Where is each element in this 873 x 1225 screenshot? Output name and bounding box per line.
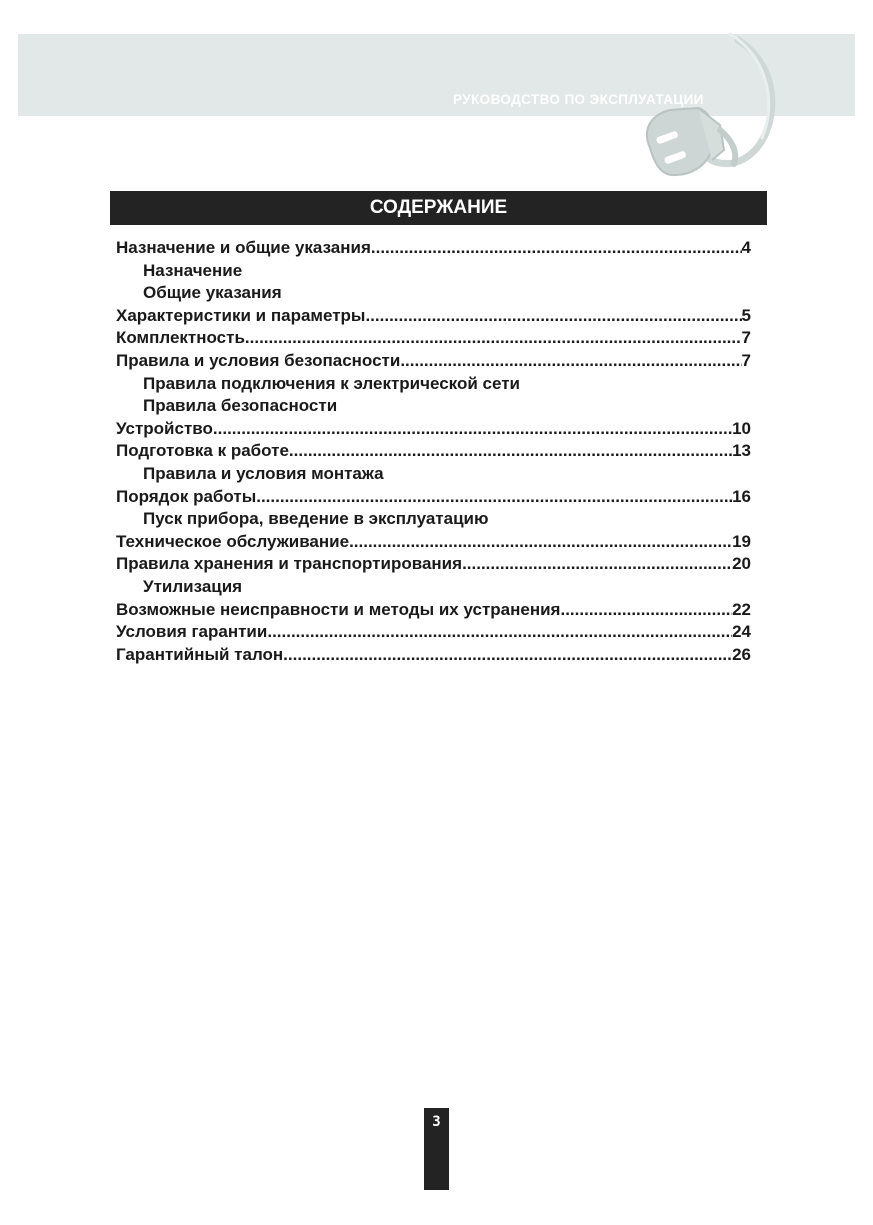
toc-entry-title: Утилизация: [143, 576, 243, 596]
toc-dot-leader: [256, 486, 732, 509]
toc-entry-title: Правила и условия монтажа: [143, 463, 384, 483]
toc-dot-leader: [349, 531, 732, 554]
toc-entry: [116, 350, 751, 373]
toc-entry-title: Назначение: [143, 260, 243, 280]
toc-page-number: 4: [741, 238, 751, 257]
toc-entry-title: Техническое обслуживание: [116, 531, 350, 551]
toc-entry: [116, 531, 751, 554]
toc-entry-title: Характеристики и параметры: [116, 305, 366, 325]
toc-entry: [116, 418, 751, 441]
table-of-contents: [116, 237, 751, 666]
toc-subentry: [116, 395, 751, 418]
toc-page-number: 20: [732, 554, 751, 574]
toc-entry-title: Возможные неисправности и методы их устранения: [116, 599, 561, 619]
toc-entry: [116, 599, 751, 622]
toc-dot-leader: [283, 644, 732, 667]
toc-entry-title: Назначение и общие указания: [116, 238, 371, 257]
toc-heading: СОДЕРЖАНИЕ: [110, 191, 767, 225]
toc-entry: [116, 644, 751, 667]
toc-entry-title: Порядок работы: [116, 486, 257, 506]
toc-entry-title: Правила подключения к электрической сети: [143, 373, 520, 393]
toc-dot-leader: [289, 440, 732, 463]
toc-entry-title: Пуск прибора, введение в эксплуатацию: [143, 509, 489, 529]
toc-subentry: [116, 463, 751, 486]
toc-entry-title: Гарантийный талон: [116, 644, 284, 664]
page-number: 3: [432, 1114, 441, 1130]
toc-entry-title: Устройство: [116, 418, 213, 438]
toc-entry-title: Правила и условия безопасности: [116, 350, 401, 370]
toc-dot-leader: [371, 237, 742, 260]
toc-subentry: [116, 576, 751, 599]
toc-page-number: 13: [732, 441, 751, 461]
toc-page-number: 16: [732, 486, 751, 506]
toc-entry: [116, 237, 751, 260]
toc-page-number: 24: [732, 622, 751, 642]
toc-subentry: [116, 260, 751, 283]
toc-page-number: 7: [741, 350, 751, 370]
toc-page-number: 10: [732, 418, 751, 438]
toc-entry-title: Комплектность: [116, 328, 245, 348]
toc-page-number: 7: [741, 328, 751, 348]
toc-entry: [116, 305, 751, 328]
toc-entry-title: Общие указания: [143, 283, 282, 303]
toc-entry-title: Правила безопасности: [143, 396, 338, 416]
toc-entry: [116, 621, 751, 644]
toc-dot-leader: [267, 621, 732, 644]
toc-page-number: 26: [732, 644, 751, 664]
toc-page-number: 5: [741, 305, 751, 325]
toc-page-number: 19: [732, 531, 751, 551]
toc-dot-leader: [213, 418, 732, 441]
toc-subentry: [116, 508, 751, 531]
toc-entry-title: Подготовка к работе: [116, 441, 289, 461]
toc-entry: [116, 440, 751, 463]
toc-entry: [116, 486, 751, 509]
toc-dot-leader: [245, 327, 742, 350]
toc-entry-title: Условия гарантии: [116, 622, 268, 642]
toc-subentry: [116, 373, 751, 396]
toc-page-number: 22: [732, 599, 751, 619]
toc-dot-leader: [400, 350, 741, 373]
toc-subentry: [116, 282, 751, 305]
toc-dot-leader: [365, 305, 741, 328]
toc-dot-leader: [462, 553, 732, 576]
toc-entry-title: Правила хранения и транспортирования: [116, 554, 463, 574]
toc-entry: [116, 553, 751, 576]
electric-plug-icon: [620, 30, 795, 200]
manual-title: РУКОВОДСТВО ПО ЭКСПЛУАТАЦИИ: [453, 92, 704, 107]
toc-entry: [116, 327, 751, 350]
toc-dot-leader: [560, 599, 732, 622]
